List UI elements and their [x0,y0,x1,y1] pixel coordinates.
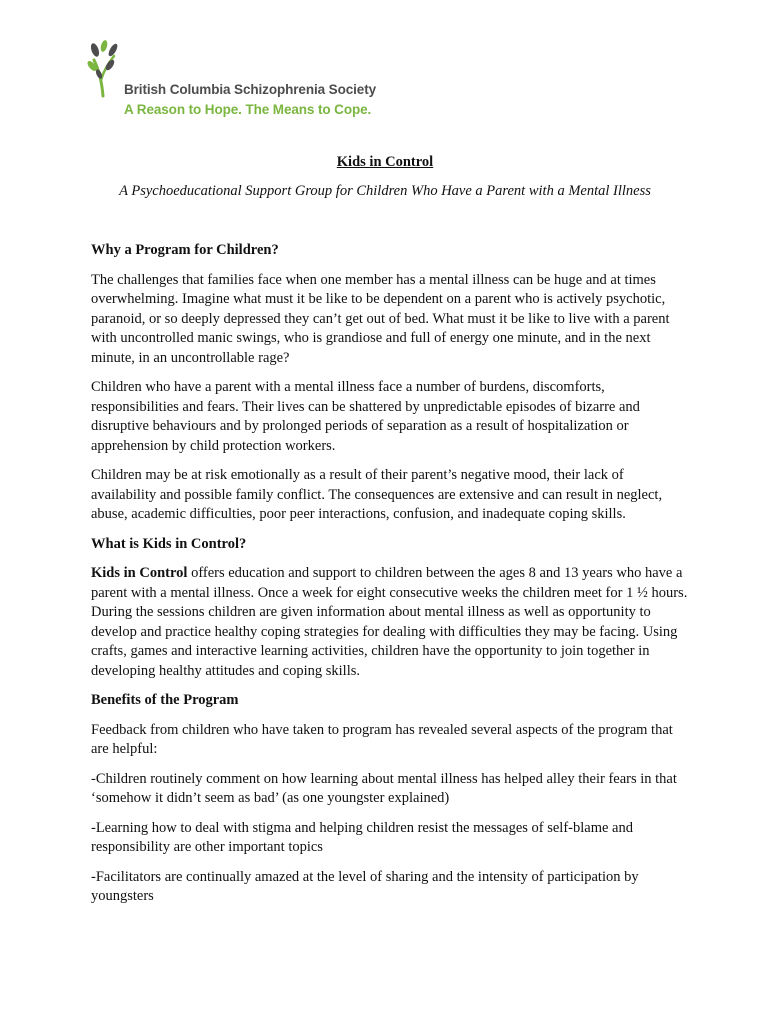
section-heading-why: Why a Program for Children? [91,242,279,258]
document-body [91,241,691,917]
why-paragraph-3: Children may be at risk emotionally as a result of their parent’s negative mood, their lack of availability and possible family conflict. The consequences are extensive and can result in neglect, abuse, academic difficulties, poor peer interactions, confusion, and inadequate coping skills. [91,467,663,522]
document-subtitle: A Psychoeducational Support Group for Children Who Have a Parent with a Mental Illness [119,183,651,199]
section-heading-benefits: Benefits of the Program [91,692,239,708]
benefits-item-1: -Children routinely comment on how learning about mental illness has helped alley their fears in that ‘somehow it didn’t seem as bad’ (as one youngster explained) [91,770,677,806]
section-heading-what: What is Kids in Control? [91,535,247,552]
benefits-item-2: -Learning how to deal with stigma and helping children resist the messages of self-blame and responsibility are other important topics [91,819,633,855]
benefits-paragraph-1: Feedback from children who have taken to program has revealed several aspects of the program that are helpful: [91,721,673,757]
what-paragraph-text: offers education and support to children between the ages 8 and 13 years who have a parent with a mental illness. Once a week for eight consecutive weeks the children meet for 1 ½ hours. During the sessions children are given information about mental illness as well as opportunity to develop and practice healthy coping strategies for dealing with difficulties they may be facing. Using crafts, games and interactive learning activities, children have the opportunity to join together in developing healthy attitudes and coping skills. [91,565,688,679]
benefits-item-3: -Facilitators are continually amazed at the level of sharing and the intensity of participation by youngsters [91,868,639,904]
organization-name: British Columbia Schizophrenia Society [124,82,376,97]
program-name-bold: Kids in Control [91,565,188,581]
leaf-sprig-icon [86,40,120,98]
document-title: Kids in Control [336,154,434,170]
why-paragraph-1: The challenges that families face when one member has a mental illness can be huge and at times overwhelming. Imagine what must it be like to be dependent on a parent who is actively psychotic, paranoid, or so deeply depressed they can’t get out of bed. What must it be like to live with a parent with uncontrolled manic swings, who is grandiose and full of energy one minute, and in the next minute, in an uncontrollable rage? [91,271,670,366]
what-paragraph [91,564,691,681]
organization-tagline: A Reason to Hope. The Means to Cope. [124,102,372,117]
why-paragraph-2: Children who have a parent with a mental illness face a number of burdens, discomforts, responsibilities and fears. Their lives can be shattered by unpredictable episodes of bizarre and disruptive behaviours and by prolonged periods of separation as a result of hospitalization or apprehension by child protection workers. [91,379,640,454]
